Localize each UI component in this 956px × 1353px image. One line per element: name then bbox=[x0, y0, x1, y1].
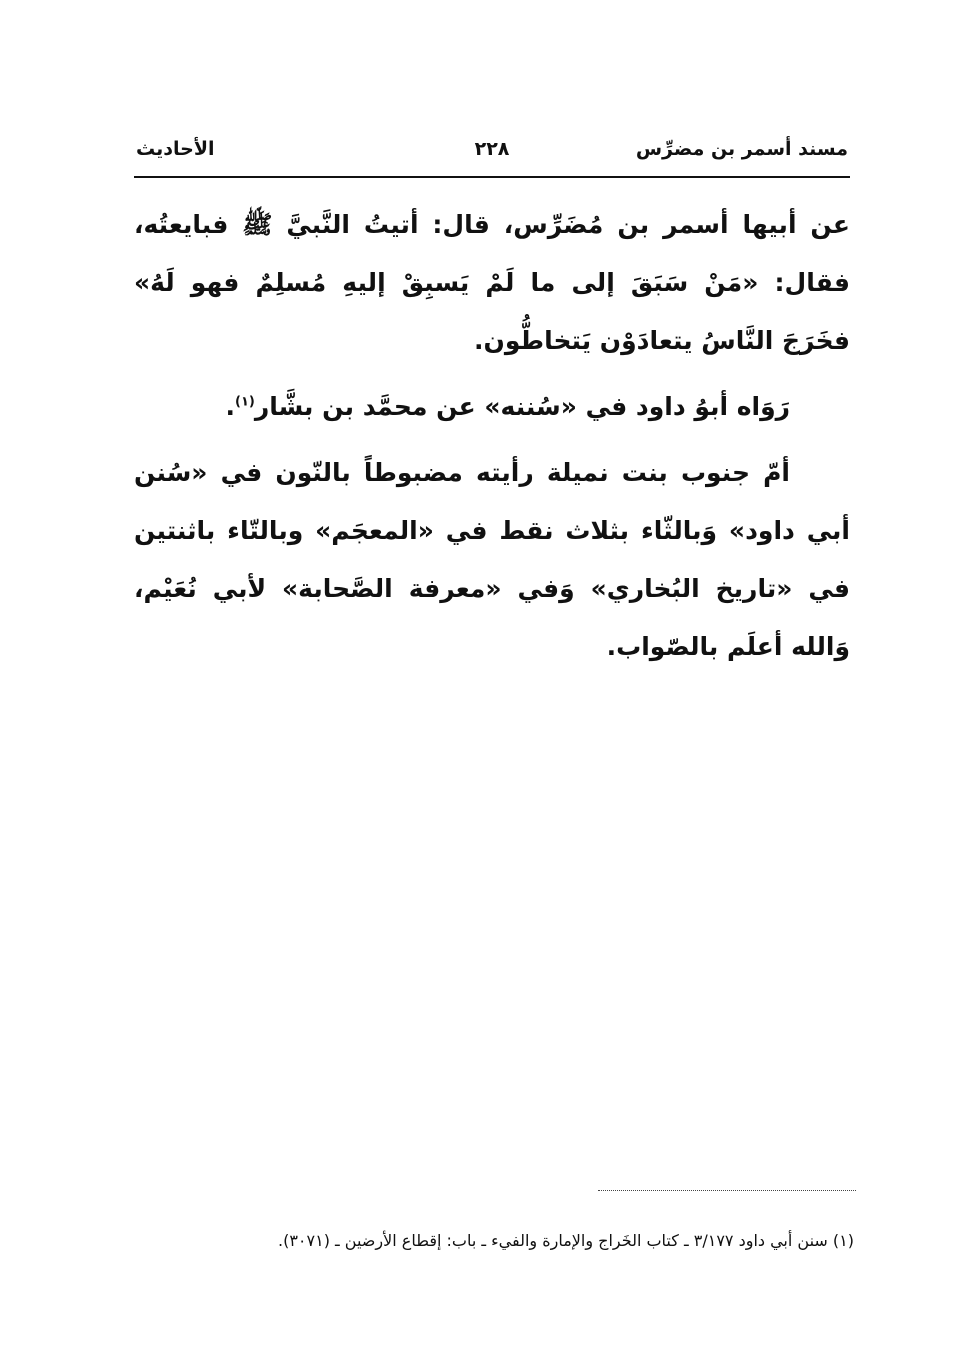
main-text bbox=[134, 196, 850, 676]
header-rule bbox=[134, 176, 850, 178]
running-head bbox=[136, 138, 848, 168]
footnote-separator bbox=[598, 1190, 856, 1191]
footnotes bbox=[134, 1226, 854, 1256]
narration-text: رَوَاه أبوُ داود في «سُننه» عن محمَّد بن بشَّار bbox=[254, 392, 790, 421]
narration-paragraph bbox=[134, 378, 850, 436]
footnote-marker: (١) bbox=[234, 394, 255, 410]
hadith-paragraph: عن أبيها أسمر بن مُضَرِّس، قال: أتيتُ النَّبيَّ ﷺ فبايعتُه، فقال: «مَنْ سَبَقَ إلى ما لَمْ يَسبِقْ إليهِ مُسلِمٌ فهو لَهُ» فخَرَجَ النَّاسُ يتعادَوْن يَتخاطُّون. bbox=[134, 210, 850, 355]
section-title: الأحاديث bbox=[136, 138, 215, 160]
note-paragraph: أمّ جنوب بنت نميلة رأيته مضبوطاً بالنّون في «سُنن أبي داود» وَبالثّاء بثلاث نقط في «المعجَم» وبالتّاء باثنتين في «تاريخ البُخاري» وَفي «معرفة الصَّحابة» لأبي نُعَيْم، وَالله أعلَم بالصّواب. bbox=[134, 458, 850, 661]
page-number: ٢٢٨ bbox=[474, 138, 510, 160]
book-title: مسند أسمر بن مضرِّس bbox=[635, 138, 848, 160]
narration-end: . bbox=[225, 392, 235, 421]
footnote-1: (١) سنن أبي داود ٣/١٧٧ ـ كتاب الخَراج والإمارة والفيء ـ باب: إقطاع الأرضين ـ (٣٠٧١). bbox=[277, 1231, 854, 1250]
